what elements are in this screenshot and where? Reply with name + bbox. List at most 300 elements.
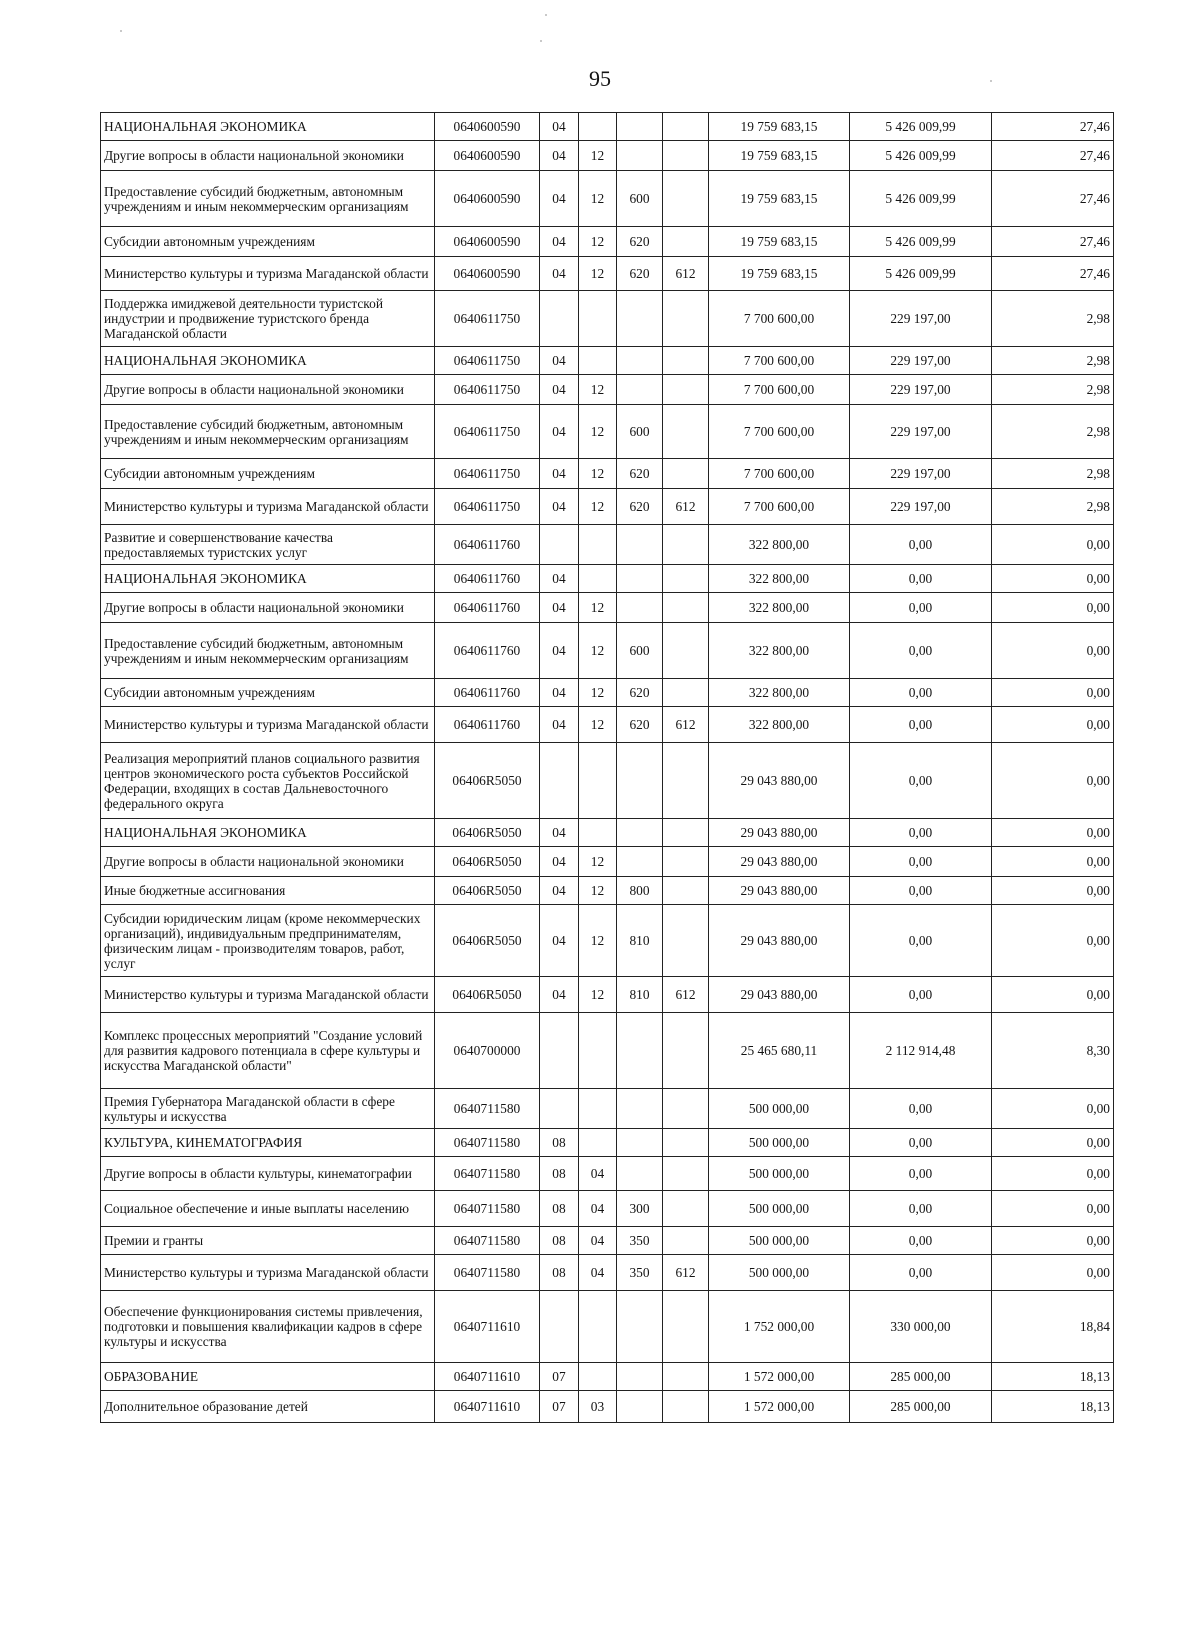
- section-code: 04: [540, 977, 579, 1013]
- planned-amount: 500 000,00: [709, 1227, 850, 1255]
- executed-amount: 229 197,00: [850, 291, 992, 347]
- subsection-code: 12: [579, 489, 617, 525]
- target-item-code: 06406R5050: [435, 905, 540, 977]
- section-code: 04: [540, 227, 579, 257]
- target-item-code: 0640711610: [435, 1391, 540, 1423]
- execution-percent: 0,00: [992, 623, 1114, 679]
- planned-amount: 7 700 600,00: [709, 291, 850, 347]
- subsection-code: [579, 1129, 617, 1157]
- execution-percent: 0,00: [992, 593, 1114, 623]
- expense-type-code: 350: [617, 1227, 663, 1255]
- table-row: [101, 1089, 1114, 1129]
- section-code: 04: [540, 171, 579, 227]
- target-item-code: 0640711580: [435, 1255, 540, 1291]
- row-name: Субсидии автономным учреждениям: [101, 679, 435, 707]
- expense-type-code: 600: [617, 623, 663, 679]
- ministry-code: 612: [663, 707, 709, 743]
- subsection-code: 12: [579, 623, 617, 679]
- table-row: [101, 1255, 1114, 1291]
- planned-amount: 19 759 683,15: [709, 171, 850, 227]
- executed-amount: 0,00: [850, 905, 992, 977]
- row-name: НАЦИОНАЛЬНАЯ ЭКОНОМИКА: [101, 347, 435, 375]
- expense-type-code: [617, 819, 663, 847]
- target-item-code: 0640711580: [435, 1129, 540, 1157]
- section-code: 04: [540, 847, 579, 877]
- execution-percent: 2,98: [992, 375, 1114, 405]
- section-code: [540, 743, 579, 819]
- section-code: 04: [540, 819, 579, 847]
- execution-percent: 18,84: [992, 1291, 1114, 1363]
- execution-percent: 0,00: [992, 743, 1114, 819]
- table-row: [101, 679, 1114, 707]
- row-name: Поддержка имиджевой деятельности туристской индустрии и продвижение туристского бренда Магаданской области: [101, 291, 435, 347]
- executed-amount: 229 197,00: [850, 405, 992, 459]
- expense-type-code: [617, 347, 663, 375]
- section-code: [540, 291, 579, 347]
- target-item-code: 0640711580: [435, 1089, 540, 1129]
- planned-amount: 7 700 600,00: [709, 489, 850, 525]
- row-name: Социальное обеспечение и иные выплаты населению: [101, 1191, 435, 1227]
- planned-amount: 29 043 880,00: [709, 977, 850, 1013]
- execution-percent: 2,98: [992, 405, 1114, 459]
- scan-speck: [545, 14, 547, 16]
- row-name: Иные бюджетные ассигнования: [101, 877, 435, 905]
- table-row: [101, 489, 1114, 525]
- executed-amount: 285 000,00: [850, 1391, 992, 1423]
- planned-amount: 7 700 600,00: [709, 375, 850, 405]
- expense-type-code: [617, 525, 663, 565]
- expense-type-code: 600: [617, 171, 663, 227]
- ministry-code: [663, 877, 709, 905]
- target-item-code: 0640600590: [435, 227, 540, 257]
- execution-percent: 2,98: [992, 291, 1114, 347]
- section-code: [540, 1013, 579, 1089]
- target-item-code: 0640711610: [435, 1363, 540, 1391]
- target-item-code: 06406R5050: [435, 819, 540, 847]
- target-item-code: 0640611750: [435, 375, 540, 405]
- table-row: [101, 405, 1114, 459]
- expense-type-code: 620: [617, 707, 663, 743]
- executed-amount: 229 197,00: [850, 375, 992, 405]
- target-item-code: 0640611760: [435, 525, 540, 565]
- executed-amount: 0,00: [850, 1089, 992, 1129]
- table-row: [101, 171, 1114, 227]
- planned-amount: 25 465 680,11: [709, 1013, 850, 1089]
- expense-type-code: 620: [617, 679, 663, 707]
- execution-percent: 0,00: [992, 1129, 1114, 1157]
- execution-percent: 0,00: [992, 1191, 1114, 1227]
- table-row: [101, 141, 1114, 171]
- execution-percent: 27,46: [992, 171, 1114, 227]
- executed-amount: 0,00: [850, 877, 992, 905]
- subsection-code: 04: [579, 1157, 617, 1191]
- ministry-code: 612: [663, 977, 709, 1013]
- planned-amount: 29 043 880,00: [709, 847, 850, 877]
- expense-type-code: 300: [617, 1191, 663, 1227]
- row-name: Субсидии автономным учреждениям: [101, 459, 435, 489]
- target-item-code: 0640611750: [435, 459, 540, 489]
- ministry-code: [663, 459, 709, 489]
- ministry-code: [663, 1391, 709, 1423]
- subsection-code: [579, 525, 617, 565]
- execution-percent: 0,00: [992, 1089, 1114, 1129]
- subsection-code: 04: [579, 1191, 617, 1227]
- ministry-code: [663, 1157, 709, 1191]
- planned-amount: 322 800,00: [709, 565, 850, 593]
- scan-speck: [990, 80, 992, 82]
- row-name: Премии и гранты: [101, 1227, 435, 1255]
- table-row: [101, 743, 1114, 819]
- subsection-code: 12: [579, 905, 617, 977]
- executed-amount: 2 112 914,48: [850, 1013, 992, 1089]
- subsection-code: 12: [579, 707, 617, 743]
- executed-amount: 0,00: [850, 1191, 992, 1227]
- row-name: Другие вопросы в области национальной экономики: [101, 847, 435, 877]
- target-item-code: 0640711580: [435, 1191, 540, 1227]
- executed-amount: 5 426 009,99: [850, 227, 992, 257]
- planned-amount: 1 752 000,00: [709, 1291, 850, 1363]
- execution-percent: 18,13: [992, 1363, 1114, 1391]
- row-name: Реализация мероприятий планов социального развития центров экономического роста субъектов Российской Федерации, входящих в состав Дальневосточного федерального округа: [101, 743, 435, 819]
- planned-amount: 19 759 683,15: [709, 141, 850, 171]
- target-item-code: 0640611750: [435, 489, 540, 525]
- ministry-code: [663, 623, 709, 679]
- expense-type-code: 620: [617, 227, 663, 257]
- target-item-code: 06406R5050: [435, 877, 540, 905]
- expense-type-code: 810: [617, 905, 663, 977]
- target-item-code: 0640611750: [435, 347, 540, 375]
- section-code: 04: [540, 623, 579, 679]
- row-name: ОБРАЗОВАНИЕ: [101, 1363, 435, 1391]
- section-code: 04: [540, 877, 579, 905]
- executed-amount: 330 000,00: [850, 1291, 992, 1363]
- executed-amount: 0,00: [850, 847, 992, 877]
- execution-percent: 8,30: [992, 1013, 1114, 1089]
- subsection-code: 12: [579, 593, 617, 623]
- ministry-code: [663, 405, 709, 459]
- ministry-code: [663, 1191, 709, 1227]
- expense-type-code: [617, 291, 663, 347]
- target-item-code: 0640711610: [435, 1291, 540, 1363]
- planned-amount: 19 759 683,15: [709, 257, 850, 291]
- table-row: [101, 291, 1114, 347]
- planned-amount: 500 000,00: [709, 1255, 850, 1291]
- expense-type-code: [617, 375, 663, 405]
- planned-amount: 500 000,00: [709, 1089, 850, 1129]
- row-name: Предоставление субсидий бюджетным, автономным учреждениям и иным некоммерческим организациям: [101, 623, 435, 679]
- ministry-code: [663, 593, 709, 623]
- table-row: [101, 227, 1114, 257]
- section-code: 04: [540, 459, 579, 489]
- target-item-code: 0640611760: [435, 565, 540, 593]
- subsection-code: [579, 347, 617, 375]
- section-code: 04: [540, 113, 579, 141]
- table-row: [101, 847, 1114, 877]
- table-row: [101, 1391, 1114, 1423]
- expense-type-code: [617, 113, 663, 141]
- table-row: [101, 1157, 1114, 1191]
- executed-amount: 229 197,00: [850, 347, 992, 375]
- target-item-code: 0640611750: [435, 291, 540, 347]
- expense-type-code: 620: [617, 459, 663, 489]
- subsection-code: 03: [579, 1391, 617, 1423]
- ministry-code: 612: [663, 1255, 709, 1291]
- execution-percent: 27,46: [992, 141, 1114, 171]
- executed-amount: 0,00: [850, 743, 992, 819]
- row-name: Другие вопросы в области культуры, кинематографии: [101, 1157, 435, 1191]
- section-code: 08: [540, 1255, 579, 1291]
- section-code: 08: [540, 1129, 579, 1157]
- execution-percent: 27,46: [992, 113, 1114, 141]
- executed-amount: 0,00: [850, 525, 992, 565]
- page-number: 95: [589, 66, 611, 91]
- section-code: 04: [540, 347, 579, 375]
- subsection-code: 04: [579, 1227, 617, 1255]
- expense-type-code: 600: [617, 405, 663, 459]
- table-row: [101, 113, 1114, 141]
- ministry-code: [663, 525, 709, 565]
- subsection-code: [579, 1013, 617, 1089]
- expense-type-code: [617, 1089, 663, 1129]
- row-name: Другие вопросы в области национальной экономики: [101, 375, 435, 405]
- planned-amount: 322 800,00: [709, 593, 850, 623]
- subsection-code: [579, 819, 617, 847]
- execution-percent: 27,46: [992, 227, 1114, 257]
- row-name: Дополнительное образование детей: [101, 1391, 435, 1423]
- table-row: [101, 905, 1114, 977]
- ministry-code: [663, 291, 709, 347]
- executed-amount: 229 197,00: [850, 459, 992, 489]
- row-name: Обеспечение функционирования системы привлечения, подготовки и повышения квалификации кадров в сфере культуры и искусства: [101, 1291, 435, 1363]
- section-code: [540, 1291, 579, 1363]
- section-code: 04: [540, 905, 579, 977]
- table-row: [101, 1013, 1114, 1089]
- subsection-code: [579, 113, 617, 141]
- section-code: 04: [540, 141, 579, 171]
- executed-amount: 5 426 009,99: [850, 113, 992, 141]
- ministry-code: [663, 1291, 709, 1363]
- row-name: Министерство культуры и туризма Магаданской области: [101, 977, 435, 1013]
- executed-amount: 0,00: [850, 565, 992, 593]
- execution-percent: 0,00: [992, 905, 1114, 977]
- target-item-code: 06406R5050: [435, 977, 540, 1013]
- target-item-code: 0640611750: [435, 405, 540, 459]
- row-name: НАЦИОНАЛЬНАЯ ЭКОНОМИКА: [101, 565, 435, 593]
- planned-amount: 19 759 683,15: [709, 227, 850, 257]
- section-code: 07: [540, 1363, 579, 1391]
- expense-type-code: [617, 593, 663, 623]
- executed-amount: 0,00: [850, 707, 992, 743]
- ministry-code: [663, 113, 709, 141]
- ministry-code: [663, 375, 709, 405]
- planned-amount: 7 700 600,00: [709, 347, 850, 375]
- section-code: [540, 1089, 579, 1129]
- row-name: Предоставление субсидий бюджетным, автономным учреждениям и иным некоммерческим организациям: [101, 405, 435, 459]
- table-row: [101, 525, 1114, 565]
- ministry-code: [663, 227, 709, 257]
- execution-percent: 0,00: [992, 525, 1114, 565]
- execution-percent: 0,00: [992, 679, 1114, 707]
- expense-type-code: 350: [617, 1255, 663, 1291]
- expense-type-code: [617, 565, 663, 593]
- subsection-code: [579, 291, 617, 347]
- table-row: [101, 257, 1114, 291]
- subsection-code: 12: [579, 257, 617, 291]
- executed-amount: 0,00: [850, 819, 992, 847]
- expense-type-code: 800: [617, 877, 663, 905]
- planned-amount: 1 572 000,00: [709, 1363, 850, 1391]
- target-item-code: 0640711580: [435, 1227, 540, 1255]
- executed-amount: 0,00: [850, 1255, 992, 1291]
- subsection-code: [579, 743, 617, 819]
- executed-amount: 0,00: [850, 1157, 992, 1191]
- table-row: [101, 1291, 1114, 1363]
- subsection-code: [579, 1089, 617, 1129]
- execution-percent: 2,98: [992, 489, 1114, 525]
- row-name: Субсидии юридическим лицам (кроме некоммерческих организаций), индивидуальным предпринимателям, физическим лицам - производителям товаров, работ, услуг: [101, 905, 435, 977]
- expense-type-code: 810: [617, 977, 663, 1013]
- subsection-code: 12: [579, 227, 617, 257]
- target-item-code: 0640611760: [435, 593, 540, 623]
- planned-amount: 29 043 880,00: [709, 743, 850, 819]
- expense-type-code: [617, 743, 663, 819]
- subsection-code: 12: [579, 459, 617, 489]
- ministry-code: [663, 1013, 709, 1089]
- executed-amount: 0,00: [850, 977, 992, 1013]
- execution-percent: 0,00: [992, 847, 1114, 877]
- subsection-code: [579, 565, 617, 593]
- ministry-code: [663, 679, 709, 707]
- ministry-code: [663, 141, 709, 171]
- execution-percent: 0,00: [992, 707, 1114, 743]
- subsection-code: 12: [579, 375, 617, 405]
- table-row: [101, 1191, 1114, 1227]
- row-name: Комплекс процессных мероприятий "Создание условий для развития кадрового потенциала в сфере культуры и искусства Магаданской области": [101, 1013, 435, 1089]
- section-code: 07: [540, 1391, 579, 1423]
- planned-amount: 322 800,00: [709, 679, 850, 707]
- ministry-code: [663, 847, 709, 877]
- row-name: Министерство культуры и туризма Магаданской области: [101, 1255, 435, 1291]
- row-name: Другие вопросы в области национальной экономики: [101, 141, 435, 171]
- execution-percent: 0,00: [992, 877, 1114, 905]
- section-code: 04: [540, 489, 579, 525]
- budget-table: [100, 112, 1114, 1423]
- executed-amount: 0,00: [850, 623, 992, 679]
- target-item-code: 06406R5050: [435, 847, 540, 877]
- row-name: Премия Губернатора Магаданской области в сфере культуры и искусства: [101, 1089, 435, 1129]
- expense-type-code: [617, 141, 663, 171]
- target-item-code: 0640600590: [435, 257, 540, 291]
- table-row: [101, 877, 1114, 905]
- execution-percent: 0,00: [992, 565, 1114, 593]
- ministry-code: [663, 1363, 709, 1391]
- ministry-code: [663, 743, 709, 819]
- target-item-code: 0640600590: [435, 141, 540, 171]
- row-name: Другие вопросы в области национальной экономики: [101, 593, 435, 623]
- executed-amount: 229 197,00: [850, 489, 992, 525]
- executed-amount: 5 426 009,99: [850, 141, 992, 171]
- table-row: [101, 459, 1114, 489]
- planned-amount: 322 800,00: [709, 707, 850, 743]
- subsection-code: 12: [579, 847, 617, 877]
- execution-percent: 0,00: [992, 977, 1114, 1013]
- expense-type-code: [617, 1129, 663, 1157]
- section-code: [540, 525, 579, 565]
- subsection-code: [579, 1363, 617, 1391]
- subsection-code: 12: [579, 141, 617, 171]
- section-code: 04: [540, 565, 579, 593]
- section-code: 08: [540, 1191, 579, 1227]
- executed-amount: 5 426 009,99: [850, 257, 992, 291]
- table-body: [101, 113, 1114, 1423]
- row-name: НАЦИОНАЛЬНАЯ ЭКОНОМИКА: [101, 819, 435, 847]
- planned-amount: 19 759 683,15: [709, 113, 850, 141]
- ministry-code: [663, 171, 709, 227]
- execution-percent: 2,98: [992, 459, 1114, 489]
- target-item-code: 0640611760: [435, 679, 540, 707]
- expense-type-code: [617, 1013, 663, 1089]
- row-name: Развитие и совершенствование качества предоставляемых туристских услуг: [101, 525, 435, 565]
- section-code: 04: [540, 707, 579, 743]
- row-name: НАЦИОНАЛЬНАЯ ЭКОНОМИКА: [101, 113, 435, 141]
- row-name: Предоставление субсидий бюджетным, автономным учреждениям и иным некоммерческим организациям: [101, 171, 435, 227]
- row-name: Субсидии автономным учреждениям: [101, 227, 435, 257]
- expense-type-code: [617, 1363, 663, 1391]
- planned-amount: 7 700 600,00: [709, 459, 850, 489]
- target-item-code: 0640611760: [435, 707, 540, 743]
- expense-type-code: [617, 1291, 663, 1363]
- execution-percent: 0,00: [992, 1227, 1114, 1255]
- scan-speck: [120, 30, 122, 32]
- target-item-code: 0640600590: [435, 113, 540, 141]
- ministry-code: [663, 347, 709, 375]
- subsection-code: 12: [579, 405, 617, 459]
- planned-amount: 500 000,00: [709, 1129, 850, 1157]
- row-name: Министерство культуры и туризма Магаданской области: [101, 489, 435, 525]
- ministry-code: [663, 905, 709, 977]
- executed-amount: 0,00: [850, 593, 992, 623]
- planned-amount: 29 043 880,00: [709, 819, 850, 847]
- section-code: 04: [540, 375, 579, 405]
- target-item-code: 0640711580: [435, 1157, 540, 1191]
- subsection-code: [579, 1291, 617, 1363]
- planned-amount: 7 700 600,00: [709, 405, 850, 459]
- expense-type-code: 620: [617, 489, 663, 525]
- executed-amount: 285 000,00: [850, 1363, 992, 1391]
- row-name: Министерство культуры и туризма Магаданской области: [101, 257, 435, 291]
- section-code: 08: [540, 1157, 579, 1191]
- ministry-code: 612: [663, 257, 709, 291]
- planned-amount: 29 043 880,00: [709, 905, 850, 977]
- subsection-code: 12: [579, 977, 617, 1013]
- planned-amount: 500 000,00: [709, 1157, 850, 1191]
- execution-percent: 0,00: [992, 819, 1114, 847]
- ministry-code: [663, 565, 709, 593]
- execution-percent: 0,00: [992, 1255, 1114, 1291]
- execution-percent: 27,46: [992, 257, 1114, 291]
- ministry-code: [663, 1129, 709, 1157]
- table-row: [101, 565, 1114, 593]
- subsection-code: 12: [579, 877, 617, 905]
- table-row: [101, 347, 1114, 375]
- table-row: [101, 977, 1114, 1013]
- ministry-code: [663, 819, 709, 847]
- target-item-code: 0640611760: [435, 623, 540, 679]
- table-row: [101, 819, 1114, 847]
- execution-percent: 18,13: [992, 1391, 1114, 1423]
- table-row: [101, 593, 1114, 623]
- section-code: 04: [540, 257, 579, 291]
